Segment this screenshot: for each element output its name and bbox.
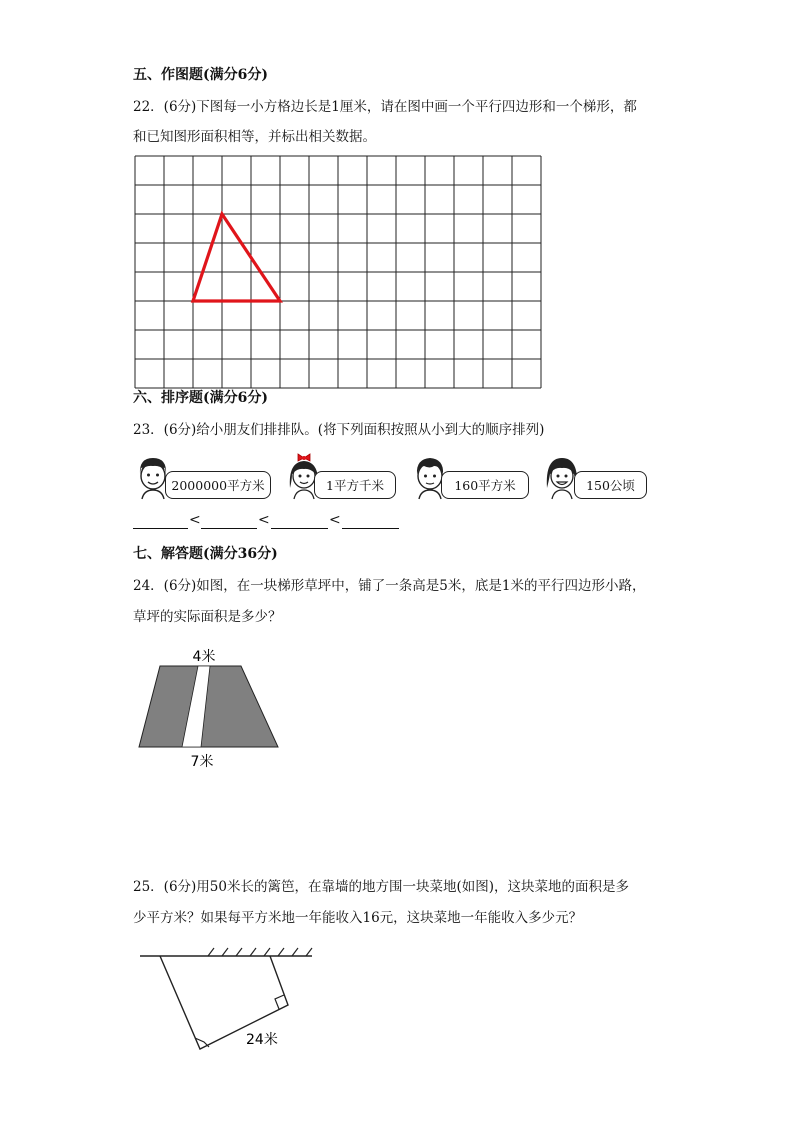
answer-blank-2[interactable] bbox=[201, 528, 257, 529]
grid-figure bbox=[135, 156, 541, 381]
question-24-line-1: 24．(6分)如图，在一块梯形草坪中，铺了一条高是5米，底是1米的平行四边形小路， bbox=[133, 578, 646, 594]
answer-blank-3[interactable] bbox=[271, 528, 328, 529]
given-triangle bbox=[193, 214, 280, 301]
bottom-base-label: 7米 bbox=[190, 754, 214, 770]
question-25-line-1: 25．(6分)用50米长的篱笆，在靠墙的地方围一块菜地(如图)，这块菜地的面积是多 bbox=[133, 879, 630, 895]
trapezoid-lawn-figure bbox=[130, 640, 290, 775]
less-than-sign: < bbox=[258, 512, 270, 528]
vegetable-plot-figure bbox=[138, 945, 318, 1060]
less-than-sign: < bbox=[189, 512, 201, 528]
area-card-1 bbox=[165, 471, 271, 499]
question-24-line-2: 草坪的实际面积是多少？ bbox=[133, 609, 282, 625]
area-card-3-label: 160平方米 bbox=[454, 478, 516, 493]
side-length-label: 24米 bbox=[246, 1032, 278, 1048]
area-card-2 bbox=[314, 471, 396, 499]
question-25-line-2: 少平方米？如果每平方米地一年能收入16元，这块菜地一年能收入多少元？ bbox=[133, 910, 583, 926]
section-7-heading: 七、解答题(满分36分) bbox=[133, 546, 278, 562]
question-22-line-2: 和已知图形面积相等，并标出相关数据。 bbox=[133, 129, 376, 145]
answer-blank-1[interactable] bbox=[133, 528, 188, 529]
less-than-sign: < bbox=[329, 512, 341, 528]
question-23-text: 23．(6分)给小朋友们排排队。(将下列面积按照从小到大的顺序排列) bbox=[133, 422, 545, 438]
area-card-1-label: 2000000平方米 bbox=[171, 478, 265, 493]
area-card-3 bbox=[441, 471, 529, 499]
section-6-heading: 六、排序题(满分6分) bbox=[133, 390, 268, 406]
area-card-2-label: 1平方千米 bbox=[326, 478, 384, 493]
section-5-heading: 五、作图题(满分6分) bbox=[133, 67, 268, 83]
top-base-label: 4米 bbox=[192, 649, 216, 665]
question-22-line-1: 22．(6分)下图每一小方格边长是1厘米，请在图中画一个平行四边形和一个梯形，都 bbox=[133, 99, 637, 115]
area-card-4-label: 150公顷 bbox=[586, 478, 635, 493]
answer-blank-4[interactable] bbox=[342, 528, 399, 529]
area-card-4 bbox=[574, 471, 647, 499]
